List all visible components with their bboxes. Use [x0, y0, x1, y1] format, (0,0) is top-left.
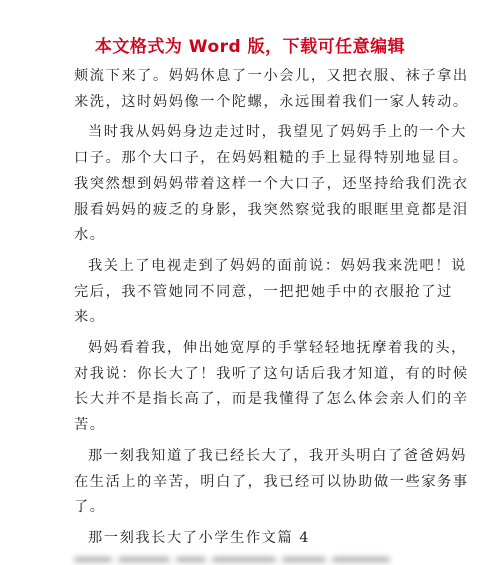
- document-body: [74, 64, 469, 557]
- text-line: 对我说：你长大了！我听了这句话后我才知道，有的时候: [74, 365, 469, 382]
- text-line: 我关上了电视走到了妈妈的面前说：妈妈我来洗吧！说: [88, 257, 467, 274]
- paragraph-1: [74, 64, 469, 115]
- text-line: 水。: [74, 227, 106, 244]
- paragraph-2: [74, 120, 469, 249]
- text-line: 颊流下来了。妈妈休息了一小会儿，又把衣服、袜子拿出: [74, 68, 469, 84]
- text-line: 苦。: [74, 417, 106, 434]
- text-line: 了。: [74, 499, 106, 516]
- text-line: 我突然想到妈妈带着这样一个大口子，还坚持给我们洗衣: [74, 175, 469, 192]
- text-line: 来洗，这时妈妈像一个陀螺，永远围着我们一家人转动。: [74, 93, 469, 110]
- text-line: 那一刻我长大了小学生作文篇 4: [88, 529, 310, 546]
- text-line: 那一刻我知道了我已经长大了，我开头明白了爸爸妈妈: [88, 447, 467, 464]
- text-line: 服看妈妈的疲乏的身影，我突然察觉我的眼眶里竟都是泪: [74, 201, 469, 218]
- text-line: 完后，我不管她同不同意，一把把她手中的衣服抢了过: [74, 283, 453, 300]
- text-line: 长大并不是指长高了，而是我懂得了怎么体会亲人们的辛: [74, 391, 469, 408]
- cut-off-text-line: [74, 548, 434, 562]
- text-line: 来。: [74, 309, 106, 326]
- text-line: 口子。那个大口子，在妈妈粗糙的手上显得特别地显目。: [74, 150, 469, 167]
- paragraph-3: [74, 254, 467, 331]
- paragraph-4: [74, 336, 469, 439]
- text-line: 当时我从妈妈身边走过时，我望见了妈妈手上的一个大: [88, 124, 467, 141]
- page-banner: 本文格式为 Word 版，下载可任意编辑: [94, 37, 406, 57]
- paragraph-5: [74, 444, 469, 521]
- text-line: 在生活上的辛苦，明白了，我已经可以协助做一些家务事: [74, 473, 469, 490]
- text-line: 妈妈看着我，伸出她宽厚的手掌轻轻地抚摩着我的头，: [88, 340, 467, 357]
